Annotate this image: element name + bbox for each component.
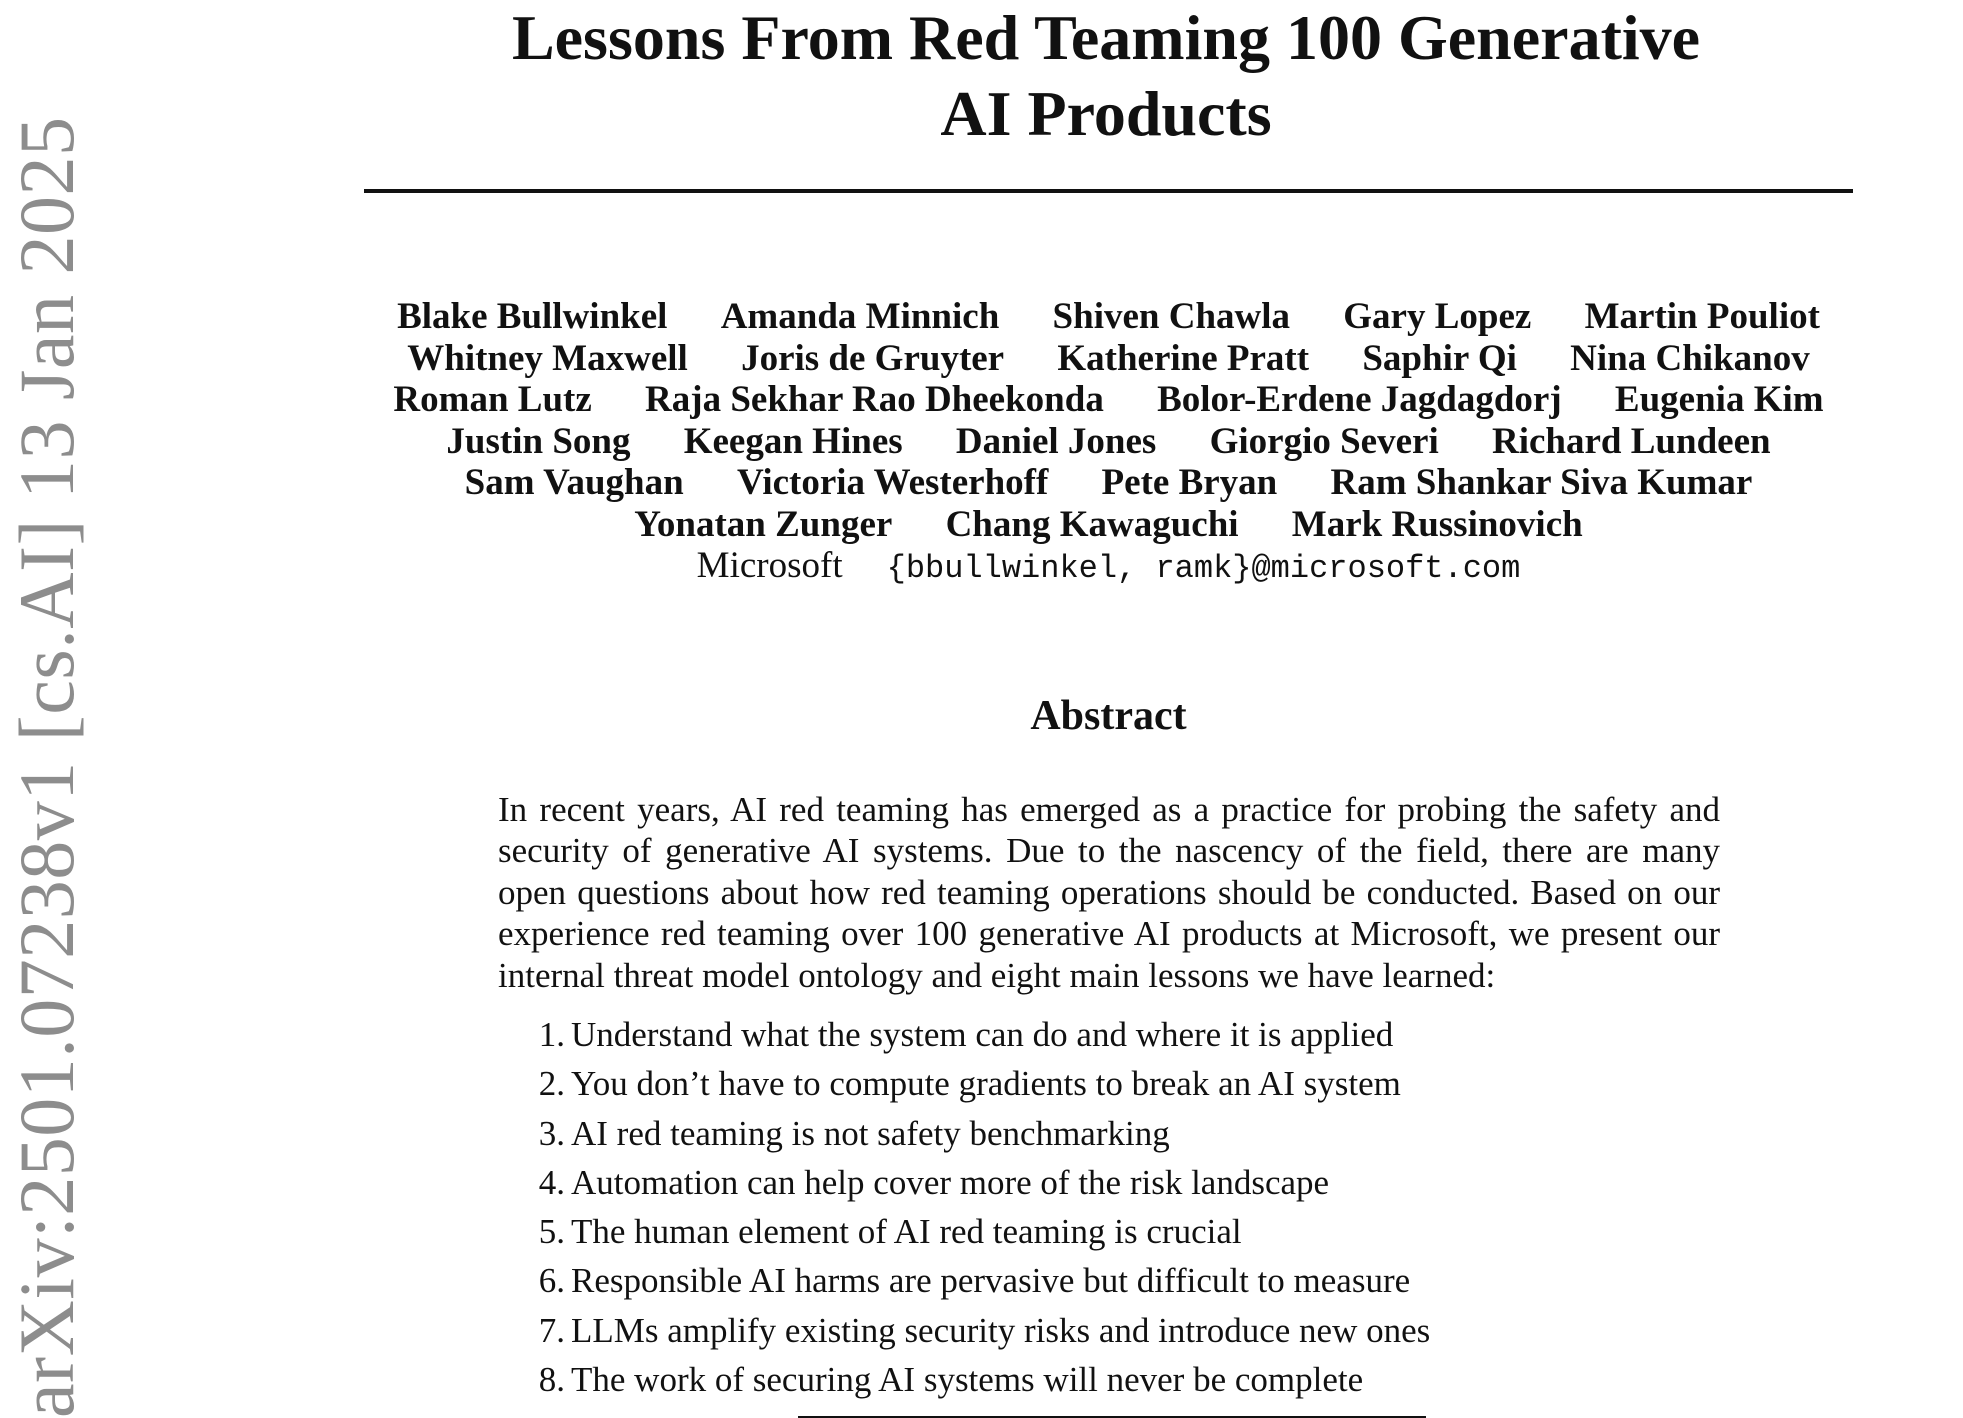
author-row	[364, 462, 1853, 504]
title-line: AI Products	[940, 78, 1272, 149]
author-name: Chang Kawaguchi	[945, 503, 1239, 545]
author-name: Daniel Jones	[955, 420, 1157, 462]
author-name: Joris de Gruyter	[741, 337, 1005, 379]
list-item-number: 1.	[538, 1015, 565, 1054]
list-item-text: The human element of AI red teaming is crucial	[571, 1212, 1242, 1252]
author-name: Justin Song	[446, 420, 631, 462]
abstract-paragraph: In recent years, AI red teaming has emerged as a practice for probing the safety and security of generative AI systems. Due to the nascency of the field, there are many open questions about how red teaming operations should be conducted. Based on our experience red teaming over 100 generative AI products at Microsoft, we present our internal threat model ontology and eight main lessons we have learned:	[498, 790, 1720, 995]
list-item-text: You don’t have to compute gradients to break an AI system	[571, 1064, 1401, 1104]
author-name: Roman Lutz	[393, 379, 592, 420]
list-item-text: LLMs amplify existing security risks and introduce new ones	[571, 1310, 1431, 1350]
author-name: Martin Pouliot	[1584, 296, 1820, 337]
author-name: Giorgio Severi	[1209, 420, 1439, 462]
author-name: Mark Russinovich	[1291, 503, 1583, 545]
author-row	[364, 338, 1853, 380]
author-row	[364, 421, 1853, 463]
lessons-list	[498, 1010, 1720, 1404]
list-item	[498, 1306, 1720, 1355]
list-item-text: Automation can help cover more of the risk landscape	[571, 1162, 1330, 1202]
author-name: Amanda Minnich	[720, 296, 1000, 337]
list-item-text: Responsible AI harms are pervasive but difficult to measure	[571, 1261, 1411, 1301]
author-name: Shiven Chawla	[1052, 296, 1291, 337]
author-row	[364, 504, 1853, 546]
author-name: Saphir Qi	[1362, 337, 1517, 379]
cropped-next-line	[498, 1404, 1720, 1418]
list-item	[498, 1207, 1720, 1256]
abstract-heading: Abstract	[1030, 693, 1187, 739]
paper-title	[364, 0, 1848, 152]
list-item-number: 5.	[538, 1212, 565, 1252]
list-item	[498, 1158, 1720, 1207]
author-name: Bolor-Erdene Jagdagdorj	[1157, 379, 1562, 420]
author-name: Blake Bullwinkel	[397, 296, 668, 337]
list-item-text: Understand what the system can do and where it is applied	[571, 1015, 1394, 1054]
author-name: Pete Bryan	[1101, 462, 1278, 503]
author-name: Nina Chikanov	[1570, 337, 1810, 379]
author-block	[364, 296, 1853, 587]
author-name: Eugenia Kim	[1614, 379, 1824, 420]
list-item	[498, 1059, 1720, 1108]
affiliation-line	[364, 545, 1853, 587]
author-name: Whitney Maxwell	[407, 337, 688, 379]
list-item-text: The work of securing AI systems will never be complete	[571, 1360, 1364, 1400]
author-name: Raja Sekhar Rao Dheekonda	[645, 379, 1104, 420]
author-name: Katherine Pratt	[1057, 337, 1310, 379]
author-name: Yonatan Zunger	[634, 503, 893, 545]
list-item	[498, 1256, 1720, 1305]
list-item-number: 6.	[538, 1261, 565, 1301]
author-row	[364, 296, 1853, 338]
author-name: Keegan Hines	[683, 420, 903, 462]
list-item-number: 7.	[538, 1310, 565, 1350]
list-item	[498, 1355, 1720, 1404]
author-name: Victoria Westerhoff	[736, 462, 1049, 503]
list-item-number: 3.	[538, 1113, 565, 1153]
author-name: Gary Lopez	[1343, 296, 1532, 337]
list-item-number: 4.	[538, 1162, 565, 1202]
title-divider	[364, 189, 1853, 193]
list-item-text: AI red teaming is not safety benchmarking	[571, 1113, 1170, 1153]
author-row	[364, 379, 1853, 421]
contact-email[interactable]: {bbullwinkel, ramk}@microsoft.com	[886, 550, 1521, 587]
list-item-number: 2.	[538, 1064, 565, 1104]
arxiv-identifier-stamp: arXiv:2501.07238v1 [cs.AI] 13 Jan 2025	[3, 116, 90, 1418]
title-line: Lessons From Red Teaming 100 Generative	[511, 2, 1701, 73]
author-name: Sam Vaughan	[464, 462, 684, 503]
author-name: Ram Shankar Siva Kumar	[1330, 462, 1753, 503]
affiliation-organization: Microsoft	[696, 545, 843, 586]
list-item	[498, 1109, 1720, 1158]
author-name: Richard Lundeen	[1491, 420, 1771, 462]
list-item	[498, 1010, 1720, 1059]
list-item-number: 8.	[538, 1360, 565, 1400]
